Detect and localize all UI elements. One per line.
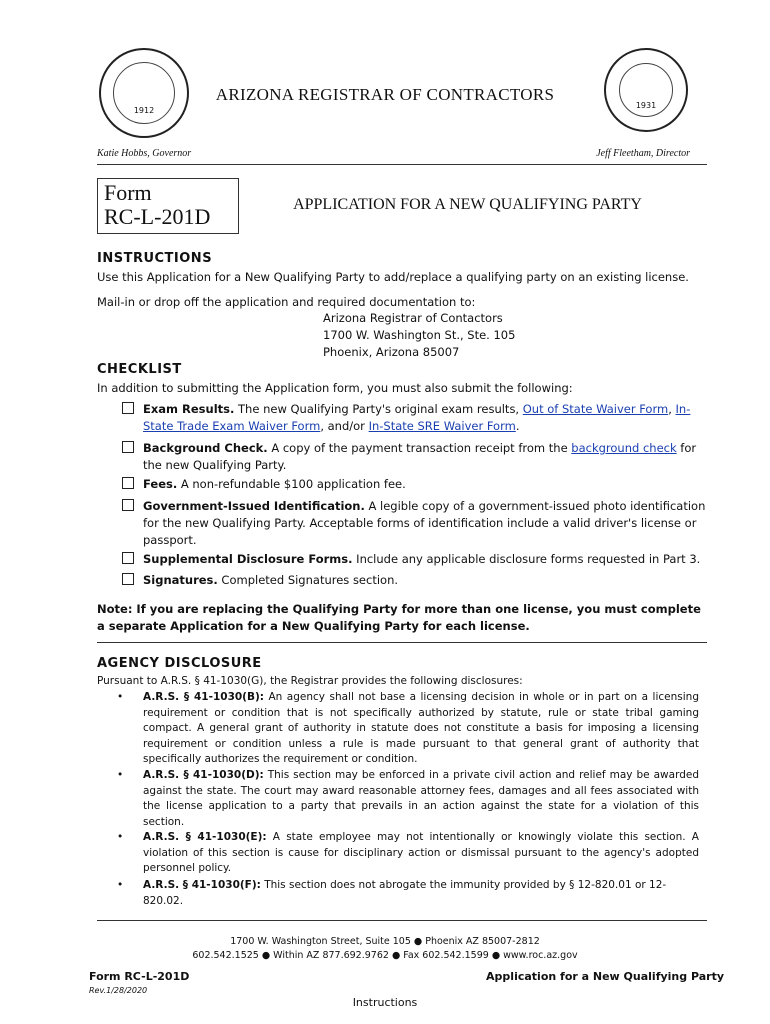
header-divider: [97, 164, 707, 165]
checklist-intro: In addition to submitting the Application form, you must also submit the following:: [97, 381, 573, 395]
footer-form-name: Application for a New Qualifying Party: [486, 970, 724, 983]
checkbox-exam-results[interactable]: [122, 402, 134, 414]
out-of-state-waiver-link[interactable]: Out of State Waiver Form: [522, 402, 669, 416]
bullet: •: [117, 831, 124, 843]
mail-instructions: Mail-in or drop off the application and required documentation to:: [97, 295, 476, 309]
form-number-box: Form RC-L-201D: [97, 178, 239, 234]
bullet: •: [117, 769, 124, 781]
footer-address: 1700 W. Washington Street, Suite 105 ● Phoenix AZ 85007-2812: [230, 936, 540, 947]
governor-name: Katie Hobbs, Governor: [97, 148, 192, 159]
instructions-text: Use this Application for a New Qualifying Party to add/replace a qualifying party on an existing license.: [97, 270, 689, 284]
director-name: Jeff Fleetham, Director: [596, 148, 690, 159]
bullet: •: [117, 879, 124, 891]
disclosure-item-f: A.R.S. § 41-1030(F): This section does not abrogate the immunity provided by § 12-820.01 or 12-820.02.: [143, 879, 667, 907]
footer-divider: [97, 920, 707, 921]
instructions-heading: INSTRUCTIONS: [97, 251, 213, 266]
checklist-item-background-check: Background Check. A copy of the payment transaction receipt from the background check for the new Qualifying Party.: [143, 441, 697, 472]
agency-disclosure-heading: AGENCY DISCLOSURE: [97, 656, 262, 671]
checklist-item-supplemental-disclosure: Supplemental Disclosure Forms. Include any applicable disclosure forms requested in Part 3.: [143, 552, 701, 566]
in-state-sre-waiver-link[interactable]: In-State SRE Waiver Form: [368, 419, 516, 433]
bullet: •: [117, 691, 124, 703]
footer-contact: 602.542.1525 ● Within AZ 877.692.9762 ● Fax 602.542.1599 ● www.roc.az.gov: [192, 950, 578, 961]
multiple-license-note: Note: If you are replacing the Qualifying Party for more than one license, you must complete a separate Application for a New Qualifying Party for each license.: [97, 602, 701, 633]
form-title: APPLICATION FOR A NEW QUALIFYING PARTY: [293, 196, 642, 213]
checklist-item-signatures: Signatures. Completed Signatures section.: [143, 573, 399, 587]
disclosure-intro: Pursuant to A.R.S. § 41-1030(G), the Registrar provides the following disclosures:: [97, 675, 523, 687]
footer-form-id: Form RC-L-201D: [89, 970, 190, 983]
registrar-of-contractors-seal: 1931: [604, 48, 688, 132]
checkbox-background-check[interactable]: [122, 441, 134, 453]
disclosure-item-e: A.R.S. § 41-1030(E): A state employee may not intentionally or knowingly violate this section. A violation of this section is cause for disciplinary action or dismissal pursuant to the agency's adopted personnel policy.: [143, 831, 699, 874]
checkbox-signatures[interactable]: [122, 573, 134, 585]
arizona-state-seal: 1912: [99, 48, 189, 138]
checklist-item-fees: Fees. A non-refundable $100 application fee.: [143, 477, 406, 491]
checklist-item-exam-results: Exam Results. The new Qualifying Party's original exam results, Out of State Waiver Form, In-State Trade Exam Waiver Form, and/or In-State SRE Waiver Form.: [143, 402, 691, 433]
checkbox-government-id[interactable]: [122, 499, 134, 511]
checkbox-fees[interactable]: [122, 477, 134, 489]
checklist-item-government-id: Government-Issued Identification. A legible copy of a government-issued photo identification for the new Qualifying Party. Acceptable forms of identification include a valid driver's license or passport.: [143, 499, 706, 547]
background-check-link[interactable]: background check: [571, 441, 677, 455]
page-label: Instructions: [352, 996, 418, 1009]
checklist-heading: CHECKLIST: [97, 362, 182, 377]
disclosure-item-b: A.R.S. § 41-1030(B): An agency shall not base a licensing decision in whole or in part on a licensing requirement or condition that is not specifically authorized by statute, rule or state tribal gaming compact. A general grant of authority in statute does not constitute a basis for imposing a licensing requirement or condition unless a rule is made pursuant to that general grant of authority that specifically authorizes the requirement or condition.: [143, 691, 699, 765]
footer-revision: Rev.1/28/2020: [89, 986, 148, 995]
in-state-trade-exam-waiver-link[interactable]: In-State Trade Exam Waiver Form: [143, 402, 691, 433]
section-divider: [97, 642, 707, 643]
agency-title: ARIZONA REGISTRAR OF CONTRACTORS: [215, 85, 555, 104]
mailing-address: Arizona Registrar of Contactors 1700 W. Washington St., Ste. 105 Phoenix, Arizona 85007: [323, 311, 516, 359]
disclosure-item-d: A.R.S. § 41-1030(D): This section may be enforced in a private civil action and relief may be awarded against the state. The court may award reasonable attorney fees, damages and all fees associated with the license application to a party that prevails in an action against the state for a violation of this section.: [143, 769, 699, 828]
checkbox-supplemental-disclosure[interactable]: [122, 552, 134, 564]
